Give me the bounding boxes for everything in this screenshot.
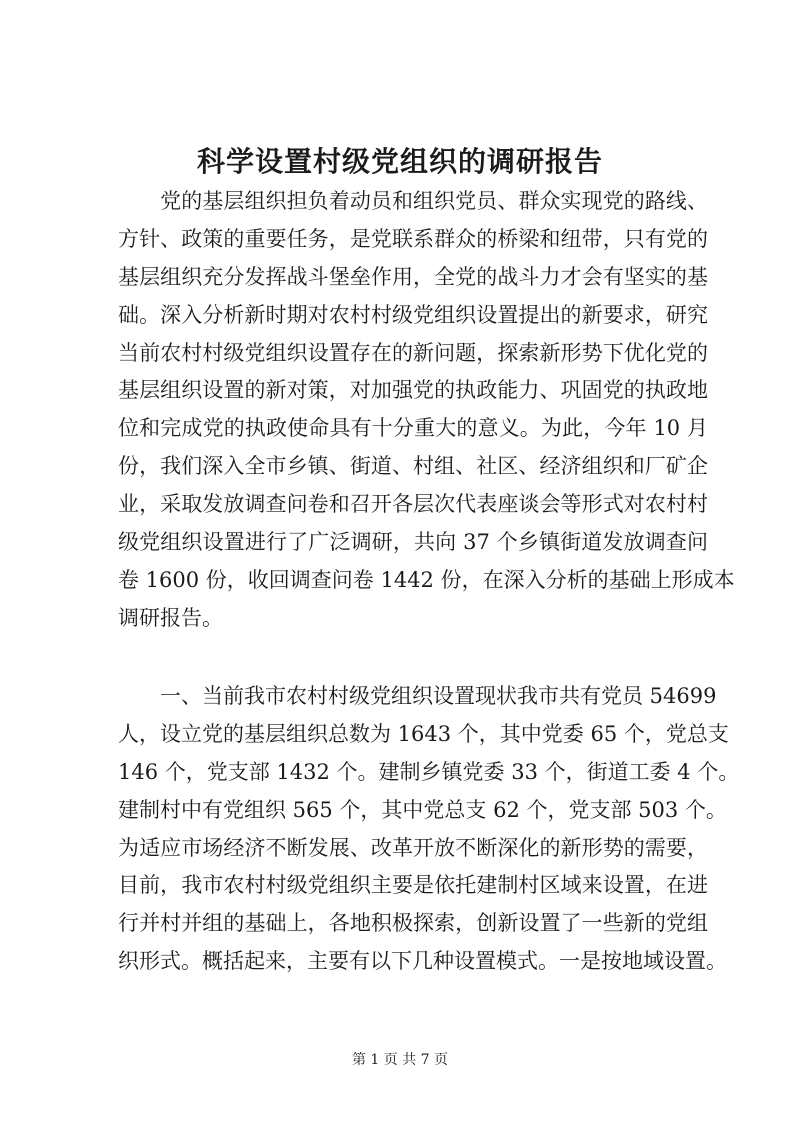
text-line: 卷 1600 份，收回调查问卷 1442 份，在深入分析的基础上形成本 <box>118 567 735 592</box>
text-line: 人，设立党的基层组织总数为 1643 个，其中党委 65 个，党总支 <box>118 721 729 746</box>
text-line: 位和完成党的执政使命具有十分重大的意义。为此，今年 10 月 <box>118 416 708 441</box>
text-line: 础。深入分析新时期对农村村级党组织设置提出的新要求，研究 <box>118 302 708 327</box>
text-line: 基层组织充分发挥战斗堡垒作用，全党的战斗力才会有坚实的基 <box>118 264 708 289</box>
text-line: 为适应市场经济不断发展、改革开放不断深化的新形势的需要， <box>118 835 708 860</box>
page-title: 科学设置村级党组织的调研报告 <box>196 145 603 178</box>
text-line: 级党组织设置进行了广泛调研，共向 37 个乡镇街道发放调查问 <box>118 530 708 555</box>
text-line: 调研报告。 <box>118 605 223 630</box>
text-line: 目前，我市农村村级党组织主要是依托建制村区域来设置，在进 <box>118 873 708 898</box>
text-line: 业，采取发放调查问卷和召开各层次代表座谈会等形式对农村村 <box>118 492 708 517</box>
text-line: 146 个，党支部 1432 个。建制乡镇党委 33 个，街道工委 4 个。 <box>118 759 740 784</box>
page-footer: 第 1 页 共 7 页 <box>351 1052 449 1068</box>
paragraph-intro <box>118 183 735 638</box>
text-line: 行并村并组的基础上，各地积极探索，创新设置了一些新的党组 <box>118 911 708 936</box>
text-line: 基层组织设置的新对策，对加强党的执政能力、巩固党的执政地 <box>118 378 708 403</box>
text-line: 建制村中有党组织 565 个，其中党总支 62 个，党支部 503 个。 <box>118 797 727 822</box>
text-line: 党的基层组织担负着动员和组织党员、群众实现党的路线、 <box>118 189 708 213</box>
paragraph-section-one <box>118 678 740 981</box>
text-line: 当前农村村级党组织设置存在的新问题，探索新形势下优化党的 <box>118 340 708 365</box>
text-line: 份，我们深入全市乡镇、街道、村组、社区、经济组织和厂矿企 <box>118 454 708 479</box>
text-line: 方针、政策的重要任务，是党联系群众的桥梁和纽带，只有党的 <box>118 226 708 251</box>
text-line: 一、当前我市农村村级党组织设置现状我市共有党员 54699 <box>118 684 717 708</box>
text-line: 织形式。概括起来，主要有以下几种设置模式。一是按地域设置。 <box>118 949 727 974</box>
